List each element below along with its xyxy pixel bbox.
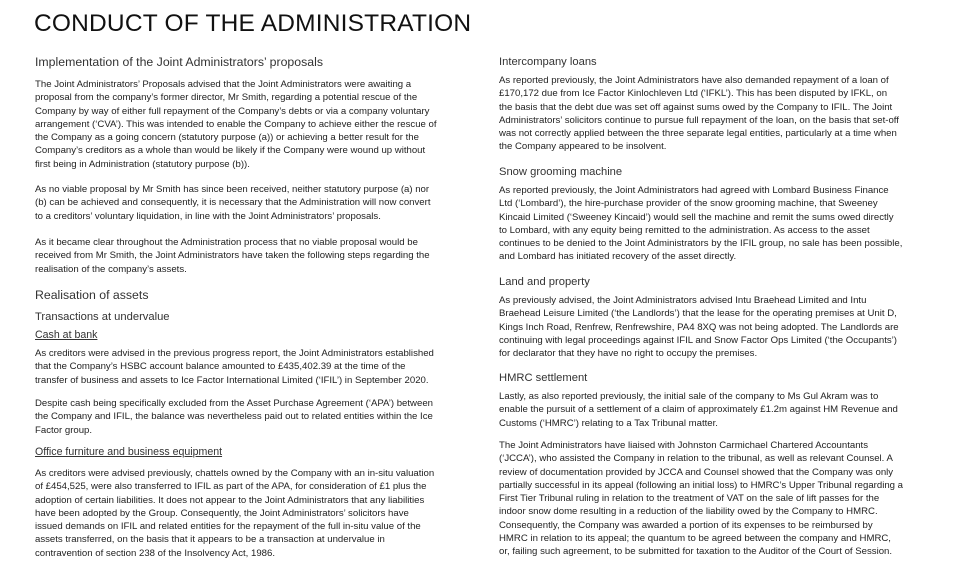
paragraph-proposals	[35, 78, 485, 171]
text-line: the Company appeared to be insolvent.	[499, 141, 667, 153]
paragraph-lease	[499, 294, 945, 360]
text-line: to a creditors’ voluntary liquidation, in line with the Joint Administrators’ proposals.	[35, 210, 381, 222]
heading-hmrc-settlement: HMRC settlement	[499, 372, 588, 384]
text-line: have been adopted by the Group. Consequently, the Joint Administrators’ solicitors have	[35, 507, 409, 519]
text-line: the Company as a going concern (statutory purpose (a)) or achieving a better result for the	[35, 132, 419, 144]
paragraph-tax-tribunal	[499, 390, 945, 430]
text-line: continuing with legal proceedings against IFIL and Snow Factor Ops Limited (‘the Occupants’)	[499, 334, 897, 346]
heading-cash-at-bank: Cash at bank	[35, 329, 98, 341]
text-line: (‘JCCA’), who assisted the Company in relation to the tribunal, as well as relevant Counsel. A	[499, 453, 893, 465]
text-line: As reported previously, the Joint Administrators had agreed with Lombard Business Finance	[499, 185, 889, 196]
heading-intercompany-loans: Intercompany loans	[499, 56, 597, 68]
text-line: transfer of business and assets to Ice Factor International Limited (‘IFIL’) in September 2020.	[35, 374, 429, 386]
text-line: The Joint Administrators’ Proposals advised that the Joint Administrators were awaiting a	[35, 79, 412, 90]
text-line: Company by way of either full repayment of the Company’s debts or via a company voluntary	[35, 105, 430, 117]
text-line: Ltd (‘Lombard’), the hire-purchase provider of the snow grooming machine, that Sweeney	[499, 198, 878, 210]
text-line: As no viable proposal by Mr Smith has since been received, neither statutory purpose (a) nor	[35, 184, 430, 195]
text-line: proposal from the company’s former director, Mr Smith, regarding a potential rescue of the	[35, 92, 418, 104]
text-line: first being in Administration (statutory purpose (b)).	[35, 158, 250, 170]
text-line: adoption of certain liabilities. It does not appear to the Joint Administrators that any liabilities	[35, 494, 425, 506]
text-line: for declarator that they have no right to occupy the premises.	[499, 348, 758, 360]
text-line: As reported previously, the Joint Administrators have also demanded repayment of a loan of	[499, 75, 889, 86]
text-line: the Company and IFIL, the balance was nevertheless paid out to related entities within the Ice	[35, 411, 433, 423]
text-line: arrangement (‘CVA’). This was intended to enable the Company to achieve either the rescue of	[35, 118, 437, 130]
heading-realisation: Realisation of assets	[35, 288, 149, 302]
text-line: to Lombard, with any equity being remitted to the administration. As access to the asset	[499, 224, 870, 236]
text-line: realisation of the company’s assets.	[35, 263, 187, 275]
paragraph-ifkl-loan	[499, 74, 945, 154]
text-line: the basis that the debt due was set off against sums owed by the Company to IFIL. The Joint	[499, 101, 893, 113]
text-line: Despite cash being specifically excluded from the Asset Purchase Agreement (‘APA’) between	[35, 398, 433, 409]
text-line: Consequently, the Company was awarded a portion of its expenses to be reimbursed by	[499, 519, 873, 531]
paragraph-no-viable-proposal	[35, 183, 485, 223]
text-line: The Joint Administrators have liaised with Johnston Carmichael Chartered Accountants	[499, 440, 869, 451]
text-line: Kincaid Limited (‘Sweeney Kincaid’) would sell the machine and remit the sums owed directly	[499, 211, 894, 223]
paragraph-jcca	[499, 439, 945, 559]
text-line: £170,172 due from Ice Factor Kinlochleven Ltd (‘IFKL’). This has been disputed by IFKL, on	[499, 88, 888, 100]
text-line: that the Company’s HSBC account balance amounted to £435,402.39 at the time of the	[35, 361, 406, 373]
heading-transactions-undervalue: Transactions at undervalue	[35, 311, 170, 323]
text-line: Company’s creditors as a whole than would be likely if the Company were wound up without	[35, 145, 426, 157]
text-line: was not correctly applied between the three separate legal entities, particularly at a time when	[499, 128, 897, 140]
paragraph-chattels	[35, 467, 485, 560]
text-line: and Lombard has initiated recovery of the asset directly.	[499, 251, 737, 263]
text-line: As previously advised, the Joint Administrators advised Intu Braehead Limited and Intu	[499, 295, 867, 306]
text-line: assets transferred, on the basis that it appears to be a transaction at undervalue in	[35, 534, 385, 546]
heading-land-property: Land and property	[499, 276, 590, 288]
text-line: Factor group.	[35, 424, 93, 436]
text-line: Customs (‘HMRC’) relating to a Tax Tribunal matter.	[499, 417, 718, 429]
text-line: (b) can be achieved and consequently, it is necessary that the Administration will now convert	[35, 197, 431, 209]
text-line: or, failing such agreement, to be submitted for taxation to the Auditor of the Court of Session.	[499, 546, 893, 558]
heading-office-furniture: Office furniture and business equipment	[35, 446, 223, 458]
paragraph-steps-taken	[35, 236, 485, 276]
text-line: indoor snow dome resulting in a reduction of the liability owed by the Company to HMRC.	[499, 506, 878, 518]
text-line: Braehead Leisure Limited (‘the Landlords’) that the lease for the operating premises at Unit D,	[499, 308, 897, 320]
text-line: Kings Inch Road, Renfrew, Renfrewshire, PA4 8XQ was not being adopted. The Landlords are	[499, 321, 899, 333]
paragraph-lombard	[499, 184, 945, 264]
text-line: As it became clear throughout the Administration process that no viable proposal would be	[35, 237, 418, 248]
paragraph-hsbc-balance	[35, 347, 485, 387]
paragraph-cash-excluded	[35, 397, 485, 437]
text-line: As creditors were advised in the previous progress report, the Joint Administrators established	[35, 348, 434, 359]
text-line: Lastly, as also reported previously, the initial sale of the company to Ms Gul Akram was to	[499, 391, 879, 402]
text-line: contravention of section 238 of the Insolvency Act, 1986.	[35, 547, 275, 559]
text-line: continues to be denied to the Joint Administrators by the IFIL group, no sale has been possible,	[499, 238, 903, 250]
text-line: of £454,525, were also transferred to IFIL as part of the APA, for consideration of £1 plus the	[35, 481, 427, 493]
text-line: issued demands on IFIL and related entities for the repayment of the full in-situ value of the	[35, 521, 421, 533]
page-title: CONDUCT OF THE ADMINISTRATION	[34, 10, 472, 37]
text-line: review of documentation provided by JCCA and Counsel showed that the Company was only	[499, 466, 894, 478]
text-line: partially successful in its appeal (following an initial loss) to HMRC’s Upper Tribunal regarding a	[499, 479, 904, 491]
text-line: Administrators’ solicitors continue to pursue full repayment of the loan, on the basis that set-off	[499, 114, 899, 126]
heading-implementation: Implementation of the Joint Administrators’ proposals	[35, 55, 323, 69]
text-line: HMRC in relation to its appeal; the quantum to be agreed between the company and HMRC,	[499, 533, 891, 545]
text-line: First Tier Tribunal ruling in relation to the treatment of VAT on the sale of lift passes for the	[499, 493, 880, 505]
text-line: As creditors were advised previously, chattels owned by the Company with an in-situ valuation	[35, 468, 435, 479]
heading-snow-grooming: Snow grooming machine	[499, 166, 623, 178]
text-line: received from Mr Smith, the Joint Administrators have taken the following steps regarding the	[35, 250, 430, 262]
text-line: enable the pursuit of a settlement of a claim of approximately £1.2m against HM Revenue and	[499, 404, 898, 416]
